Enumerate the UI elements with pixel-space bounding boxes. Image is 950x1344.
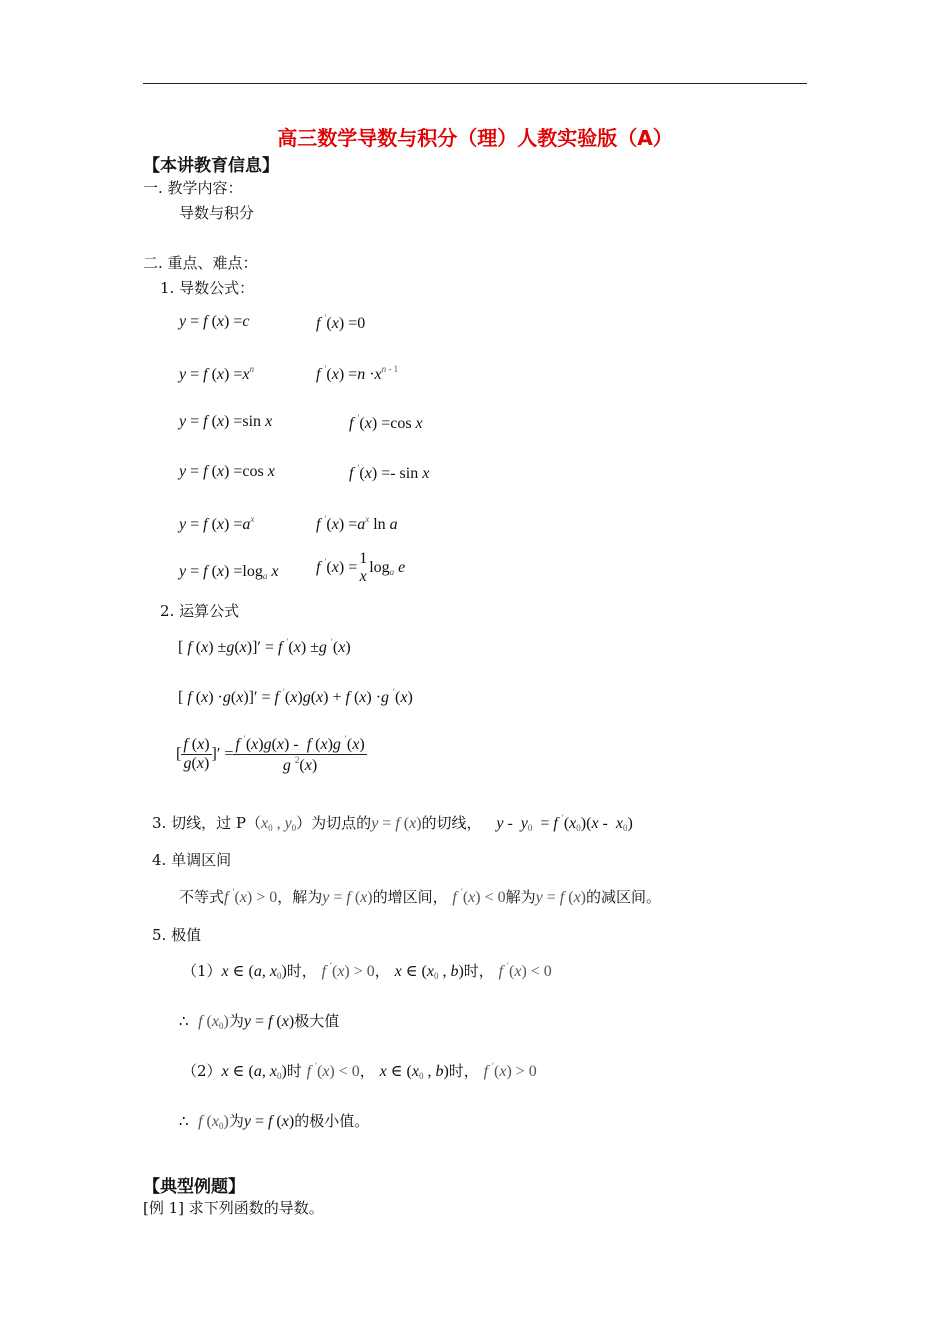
formula-product-rule: [ f (x) ·g(x)]′ = f ′(x)g(x) + f (x) ·g ′(x)	[178, 687, 413, 706]
deriv-positive-2: f ′(x) > 0	[483, 1061, 537, 1080]
item-keypoints-label: 二. 重点、难点：	[143, 254, 258, 272]
interval-right: x ∈ ($x_0$ , b)	[394, 963, 464, 981]
fraction-f-over-g: $\frac{f (x)}{g(x)}$	[183, 736, 210, 773]
formula-cos-deriv: f ′(x) =- sin x	[349, 463, 430, 482]
document-title: 高三数学导数与积分（理）人教实验版（A）	[277, 126, 673, 150]
f-at-x0-2: f $(x_0)$	[198, 1113, 229, 1131]
tangent-equation: $y - y_0 = f$ $'(x_0)(x - x_0)$	[496, 813, 633, 833]
monotonic-statement: 不等式f ′(x) > 0，解为y = f (x)的增区间， f ′(x) < 0解为y = f (x)的减区间。	[179, 887, 662, 906]
max-curve: y = f (x)	[243, 1013, 295, 1030]
deriv-negative-2: f ′(x) < 0	[306, 1061, 360, 1080]
formula-constant-fn: y = f (x) =c	[179, 313, 250, 330]
extrema-case-2: （2）x ∈ (a, $x_0$)时 f ′(x) < 0， x ∈ ($x_0$ , b)时， f ′(x) > 0	[182, 1061, 537, 1081]
example-1-prompt: [例 1] 求下列函数的导数。	[143, 1199, 324, 1217]
increasing-curve: y = f (x)	[322, 889, 373, 906]
inequality-negative: f ′(x) < 0	[452, 887, 506, 906]
formula-log-deriv: f ′(x) = 1 x $\log_a e$	[316, 550, 406, 586]
subheading-tangent: 3. 切线，过 $P(x_0$ , $y_0$）为切点的y = f (x)的切线， $y - y_0 = f$ $'(x_0)(x - x_0)$	[152, 813, 633, 833]
item-content-label: 一. 教学内容：	[143, 179, 243, 197]
formula-exp-deriv: f $'(x) =a^x$ ln a	[316, 514, 398, 533]
point-coordinates: $x_0$ , $y_0$	[260, 815, 297, 833]
formula-power-deriv: f $'(x) =n \cdot x^{n - 1}$	[316, 364, 399, 383]
section-header-examples: 【典型例题】	[143, 1177, 245, 1197]
interval-left-2: x ∈ (a, $x_0$)	[221, 1063, 287, 1081]
decreasing-curve: y = f (x)	[535, 889, 586, 906]
subheading-operation-formulas: 2. 运算公式	[160, 602, 240, 620]
item-content-body: 导数与积分	[179, 204, 255, 222]
section-header-info: 【本讲教育信息】	[143, 156, 279, 176]
subheading-extrema: 5. 极值	[152, 926, 202, 944]
extrema-case-1: （1）x ∈ (a, $x_0$)时， f ′(x) > 0， x ∈ ($x_0$ , b)时， f ′(x) < 0	[182, 961, 552, 981]
formula-quotient-rule: [ $\frac{f (x)}{g(x)}$ ]′ = $\frac{f '(x)g(x) - f (x)g '(x)}{g ^2(x)}$	[176, 734, 365, 775]
f-at-x0: f $(x_0)$	[198, 1013, 229, 1031]
formula-sin-deriv: f ′(x) =cos x	[349, 413, 423, 432]
extrema-max-conclusion: ∴ f $(x_0)$为y = f (x)极大值	[179, 1012, 340, 1031]
formula-cos-fn: y = f (x) =cos x	[179, 463, 275, 480]
min-curve: y = f (x)	[243, 1113, 295, 1130]
fraction-one-over-x: 1 x	[359, 550, 368, 586]
deriv-negative: f ′(x) < 0	[498, 961, 552, 980]
formula-sum-rule: [ f (x) ±g(x)]′ = f ′(x) ±g ′(x)	[178, 637, 351, 656]
fraction-quotient-result: $\frac{f '(x)g(x) - f (x)g '(x)}{g ^2(x)}$	[235, 734, 365, 775]
formula-power-fn: y = f $(x) =x^n$	[179, 364, 254, 383]
deriv-positive: f ′(x) > 0	[321, 961, 375, 980]
header-rule	[143, 83, 807, 84]
subheading-derivative-formulas: 1. 导数公式：	[160, 279, 255, 297]
subheading-monotonic: 4. 单调区间	[152, 851, 232, 869]
formula-sin-fn: y = f (x) =sin x	[179, 413, 273, 430]
tangent-curve: y = f (x)	[371, 815, 422, 832]
formula-log-fn: y = f $(x) =\log_a$ x	[179, 563, 279, 581]
formula-constant-deriv: f ′(x) =0	[316, 313, 366, 332]
interval-left: x ∈ (a, $x_0$)	[221, 963, 287, 981]
formula-exp-fn: y = f $(x) =a^x$	[179, 514, 255, 533]
inequality-positive: f ′(x) > 0	[224, 887, 278, 906]
interval-right-2: x ∈ ($x_0$ , b)	[379, 1063, 449, 1081]
extrema-min-conclusion: ∴ f $(x_0)$为y = f (x)的极小值。	[179, 1112, 370, 1131]
